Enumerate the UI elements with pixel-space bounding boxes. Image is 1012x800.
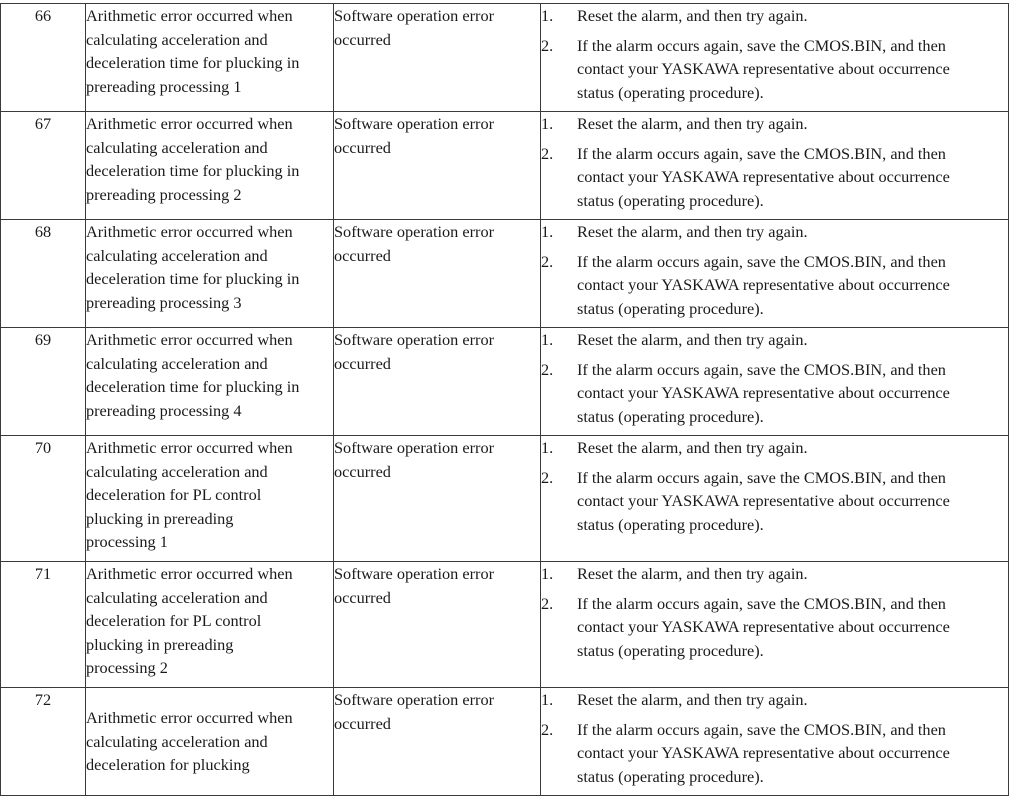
description-line: processing 1 [86,532,168,551]
description-line: deceleration for plucking [86,755,250,775]
alarm-number: 67 [1,112,86,220]
remedy-step-text [577,436,1008,460]
alarm-row [1,436,1009,562]
remedy-line: contact your YASKAWA representative about occurrence [577,275,950,294]
remedy-step-text [577,718,1008,789]
remedy-step [541,4,1008,28]
description-line: deceleration for PL control [86,611,262,630]
remedy-step-number: 1. [541,114,554,133]
alarm-row [1,688,1009,796]
alarm-description [86,328,334,436]
alarm-number: 69 [1,328,86,436]
cause-line: occurred [334,245,391,265]
remedy-step-text [577,220,1008,244]
remedy-line: contact your YASKAWA representative about occurrence [577,491,950,510]
alarm-description [86,688,334,796]
remedy-step-number: 1. [541,6,554,25]
remedy-line: Reset the alarm, and then try again. [577,222,808,241]
alarm-remedy [541,688,1009,796]
remedy-step-number: 2. [541,359,554,379]
alarm-number: 71 [1,562,86,688]
remedy-step-text [577,250,1008,321]
description-line: plucking in prereading [86,508,234,528]
description-line: Arithmetic error occurred when [86,114,293,133]
cause-line: occurred [334,137,391,157]
description-line: deceleration time for plucking in [86,377,300,396]
description-line: calculating acceleration and [86,29,268,49]
description-line: prereading processing 2 [86,184,242,204]
remedy-step-number: 2. [541,143,554,163]
remedy-step-number: 1. [541,564,554,583]
remedy-step-number: 1. [541,330,554,349]
alarm-remedy [541,436,1009,562]
remedy-line: status (operating procedure). [577,766,764,786]
remedy-step [541,718,1008,789]
description-line: plucking in prereading [86,634,234,654]
description-line: prereading processing 3 [86,292,242,312]
remedy-line: If the alarm occurs again, save the CMOS.BIN, and then [577,143,946,163]
remedy-step [541,220,1008,244]
description-line: Arithmetic error occurred when [86,438,293,457]
description-line: Arithmetic error occurred when [86,6,293,25]
remedy-step-number: 1. [541,438,554,457]
remedy-step-text [577,34,1008,105]
description-line: calculating acceleration and [86,137,268,157]
alarm-row [1,562,1009,688]
remedy-line: contact your YASKAWA representative about occurrence [577,59,950,78]
remedy-step-number: 1. [541,690,554,709]
alarm-table [0,3,1009,796]
cause-line: occurred [334,713,391,733]
remedy-step-text [577,592,1008,663]
remedy-line: contact your YASKAWA representative about occurrence [577,743,950,762]
remedy-step [541,250,1008,321]
remedy-line: Reset the alarm, and then try again. [577,330,808,349]
remedy-step [541,466,1008,537]
remedy-line: If the alarm occurs again, save the CMOS.BIN, and then [577,251,946,271]
description-line: deceleration time for plucking in [86,161,300,180]
description-line: deceleration time for plucking in [86,53,300,72]
remedy-step-number: 2. [541,35,554,55]
alarm-remedy [541,4,1009,112]
remedy-step-number: 2. [541,467,554,487]
remedy-step-text [577,688,1008,712]
remedy-step-text [577,112,1008,136]
alarm-description [86,220,334,328]
alarm-remedy [541,112,1009,220]
description-line: prereading processing 4 [86,400,242,420]
remedy-line: Reset the alarm, and then try again. [577,438,808,457]
remedy-step [541,112,1008,136]
cause-line: Software operation error [334,438,495,457]
remedy-line: contact your YASKAWA representative about occurrence [577,617,950,636]
cause-line: occurred [334,29,391,49]
remedy-step-text [577,328,1008,352]
description-line: calculating acceleration and [86,245,268,265]
remedy-line: Reset the alarm, and then try again. [577,690,808,709]
alarm-cause [334,436,541,562]
remedy-step-text [577,4,1008,28]
description-line: deceleration time for plucking in [86,269,300,288]
description-line: calculating acceleration and [86,461,268,481]
description-line: Arithmetic error occurred when [86,564,293,583]
remedy-line: Reset the alarm, and then try again. [577,114,808,133]
remedy-line: If the alarm occurs again, save the CMOS.BIN, and then [577,35,946,55]
remedy-step [541,358,1008,429]
alarm-remedy [541,328,1009,436]
remedy-step [541,142,1008,213]
alarm-cause [334,562,541,688]
alarm-number: 68 [1,220,86,328]
alarm-number: 72 [1,688,86,796]
cause-line: Software operation error [334,6,495,25]
remedy-step [541,328,1008,352]
remedy-step [541,562,1008,586]
remedy-step [541,436,1008,460]
description-line: Arithmetic error occurred when [86,222,293,241]
alarm-row [1,112,1009,220]
cause-line: occurred [334,587,391,607]
cause-line: Software operation error [334,690,495,709]
remedy-line: If the alarm occurs again, save the CMOS.BIN, and then [577,467,946,487]
cause-line: occurred [334,461,391,481]
remedy-line: Reset the alarm, and then try again. [577,564,808,583]
remedy-line: status (operating procedure). [577,298,764,318]
alarm-remedy [541,220,1009,328]
remedy-step-text [577,466,1008,537]
alarm-table-body [1,4,1009,796]
remedy-step [541,592,1008,663]
description-line: calculating acceleration and [86,731,268,751]
remedy-step-number: 2. [541,593,554,613]
remedy-line: If the alarm occurs again, save the CMOS.BIN, and then [577,359,946,379]
alarm-cause [334,688,541,796]
alarm-remedy [541,562,1009,688]
alarm-description [86,562,334,688]
remedy-step-number: 2. [541,719,554,739]
description-line: Arithmetic error occurred when [86,330,293,349]
remedy-step-text [577,358,1008,429]
remedy-step-text [577,142,1008,213]
cause-line: occurred [334,353,391,373]
description-line: deceleration for PL control [86,485,262,504]
remedy-line: contact your YASKAWA representative about occurrence [577,383,950,402]
alarm-row [1,4,1009,112]
alarm-cause [334,112,541,220]
remedy-line: status (operating procedure). [577,406,764,426]
alarm-cause [334,220,541,328]
remedy-line: status (operating procedure). [577,82,764,102]
description-line: processing 2 [86,658,168,677]
remedy-step [541,688,1008,712]
cause-line: Software operation error [334,564,495,583]
remedy-step-number: 1. [541,222,554,241]
description-line: prereading processing 1 [86,76,242,96]
remedy-line: Reset the alarm, and then try again. [577,6,808,25]
remedy-step-text [577,562,1008,586]
remedy-line: status (operating procedure). [577,190,764,210]
alarm-row [1,328,1009,436]
description-line: Arithmetic error occurred when [86,708,293,728]
alarm-description [86,436,334,562]
alarm-description [86,4,334,112]
remedy-step-number: 2. [541,251,554,271]
cause-line: Software operation error [334,222,495,241]
alarm-description [86,112,334,220]
alarm-cause [334,328,541,436]
description-line: calculating acceleration and [86,353,268,373]
remedy-line: status (operating procedure). [577,514,764,534]
alarm-number: 66 [1,4,86,112]
remedy-line: If the alarm occurs again, save the CMOS.BIN, and then [577,593,946,613]
description-line: calculating acceleration and [86,587,268,607]
alarm-row [1,220,1009,328]
remedy-line: If the alarm occurs again, save the CMOS.BIN, and then [577,719,946,739]
cause-line: Software operation error [334,114,495,133]
alarm-number: 70 [1,436,86,562]
remedy-line: contact your YASKAWA representative about occurrence [577,167,950,186]
remedy-step [541,34,1008,105]
cause-line: Software operation error [334,330,495,349]
alarm-cause [334,4,541,112]
remedy-line: status (operating procedure). [577,640,764,660]
